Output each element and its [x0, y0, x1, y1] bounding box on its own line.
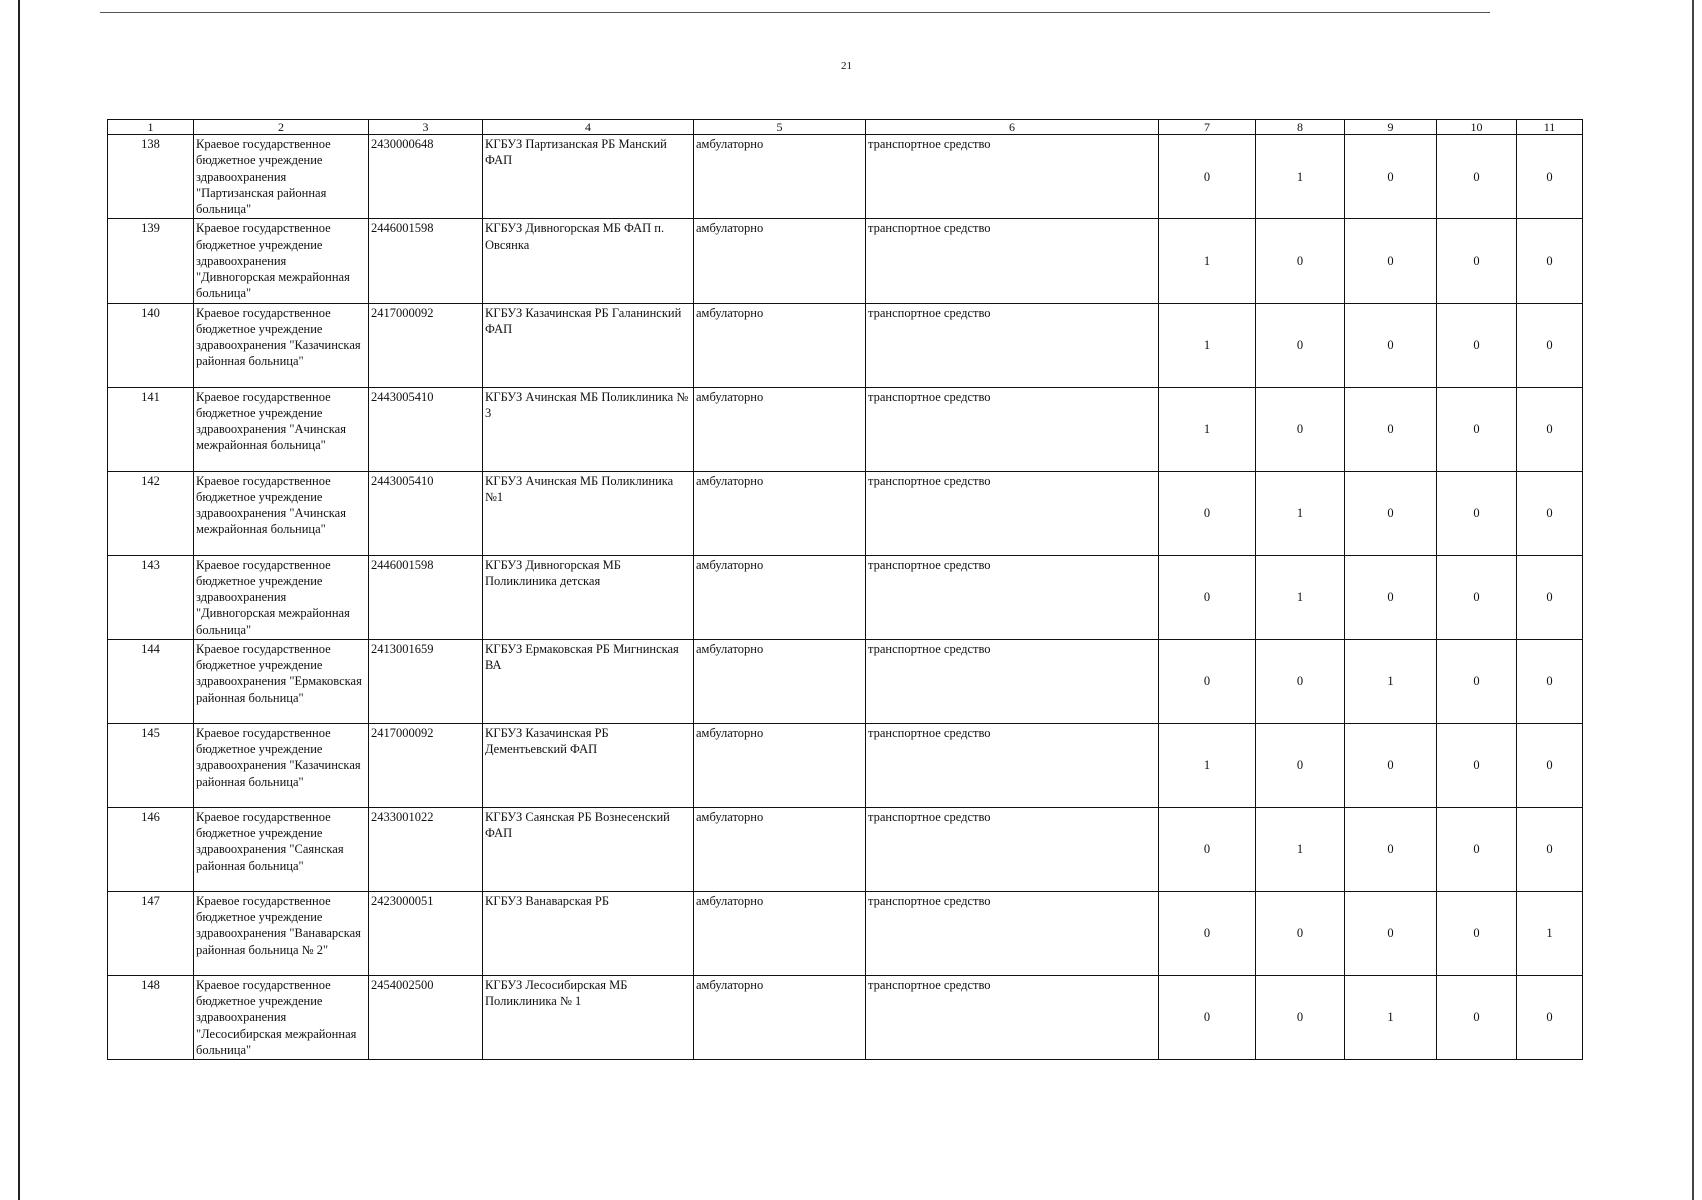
count-col-7: 0: [1159, 135, 1256, 219]
service-form: амбулаторно: [694, 471, 866, 555]
inn-code: 2417000092: [369, 303, 483, 387]
row-number: 142: [108, 471, 194, 555]
service-form: амбулаторно: [694, 303, 866, 387]
organization-name: Краевое государственное бюджетное учреждение здравоохранения "Саянская районная больница": [194, 807, 369, 891]
inn-code: 2417000092: [369, 723, 483, 807]
table-row: [108, 555, 1583, 639]
count-col-8: 0: [1256, 219, 1345, 303]
data-table: [107, 119, 1583, 1060]
count-col-9: 0: [1345, 303, 1437, 387]
unit-name: КГБУЗ Дивногорская МБ ФАП п. Овсянка: [483, 219, 694, 303]
page-number: 21: [841, 60, 852, 72]
count-col-10: 0: [1437, 891, 1517, 975]
organization-name: Краевое государственное бюджетное учреждение здравоохранения "Ванаварская районная больница № 2": [194, 891, 369, 975]
header-cell: 4: [483, 120, 694, 135]
resource-type: транспортное средство: [866, 723, 1159, 807]
organization-name: Краевое государственное бюджетное учреждение здравоохранения "Ермаковская районная больница": [194, 639, 369, 723]
count-col-11: 0: [1517, 639, 1583, 723]
count-col-9: 0: [1345, 135, 1437, 219]
table-row: [108, 975, 1583, 1059]
unit-name: КГБУЗ Казачинская РБ Дементьевский ФАП: [483, 723, 694, 807]
count-col-8: 1: [1256, 807, 1345, 891]
table-row: [108, 723, 1583, 807]
unit-name: КГБУЗ Ванаварская РБ: [483, 891, 694, 975]
header-cell: 10: [1437, 120, 1517, 135]
organization-name: Краевое государственное бюджетное учреждение здравоохранения "Дивногорская межрайонная больница": [194, 219, 369, 303]
count-col-7: 1: [1159, 723, 1256, 807]
service-form: амбулаторно: [694, 723, 866, 807]
unit-name: КГБУЗ Ачинская МБ Поликлиника № 3: [483, 387, 694, 471]
service-form: амбулаторно: [694, 555, 866, 639]
count-col-11: 0: [1517, 219, 1583, 303]
count-col-7: 0: [1159, 639, 1256, 723]
count-col-9: 0: [1345, 471, 1437, 555]
unit-name: КГБУЗ Лесосибирская МБ Поликлиника № 1: [483, 975, 694, 1059]
organization-name: Краевое государственное бюджетное учреждение здравоохранения "Лесосибирская межрайонная больница": [194, 975, 369, 1059]
count-col-7: 0: [1159, 891, 1256, 975]
count-col-9: 0: [1345, 807, 1437, 891]
inn-code: 2423000051: [369, 891, 483, 975]
count-col-8: 0: [1256, 975, 1345, 1059]
count-col-9: 1: [1345, 975, 1437, 1059]
unit-name: КГБУЗ Саянская РБ Вознесенский ФАП: [483, 807, 694, 891]
header-cell: 1: [108, 120, 194, 135]
count-col-9: 0: [1345, 555, 1437, 639]
unit-name: КГБУЗ Казачинская РБ Галанинский ФАП: [483, 303, 694, 387]
count-col-7: 0: [1159, 975, 1256, 1059]
organization-name: Краевое государственное бюджетное учреждение здравоохранения "Казачинская районная больница": [194, 303, 369, 387]
row-number: 138: [108, 135, 194, 219]
row-number: 143: [108, 555, 194, 639]
header-cell: 5: [694, 120, 866, 135]
row-number: 141: [108, 387, 194, 471]
count-col-9: 1: [1345, 639, 1437, 723]
count-col-11: 0: [1517, 471, 1583, 555]
resource-type: транспортное средство: [866, 975, 1159, 1059]
organization-name: Краевое государственное бюджетное учреждение здравоохранения "Ачинская межрайонная больница": [194, 387, 369, 471]
scan-line-top: [100, 12, 1490, 13]
inn-code: 2446001598: [369, 555, 483, 639]
header-cell: 7: [1159, 120, 1256, 135]
service-form: амбулаторно: [694, 807, 866, 891]
count-col-10: 0: [1437, 219, 1517, 303]
resource-type: транспортное средство: [866, 639, 1159, 723]
resource-type: транспортное средство: [866, 471, 1159, 555]
resource-type: транспортное средство: [866, 555, 1159, 639]
service-form: амбулаторно: [694, 639, 866, 723]
count-col-11: 0: [1517, 975, 1583, 1059]
organization-name: Краевое государственное бюджетное учреждение здравоохранения "Ачинская межрайонная больница": [194, 471, 369, 555]
unit-name: КГБУЗ Ермаковская РБ Мигнинская ВА: [483, 639, 694, 723]
organization-name: Краевое государственное бюджетное учреждение здравоохранения "Казачинская районная больница": [194, 723, 369, 807]
count-col-10: 0: [1437, 723, 1517, 807]
count-col-7: 0: [1159, 807, 1256, 891]
count-col-8: 0: [1256, 387, 1345, 471]
count-col-7: 1: [1159, 219, 1256, 303]
count-col-8: 1: [1256, 135, 1345, 219]
inn-code: 2433001022: [369, 807, 483, 891]
resource-type: транспортное средство: [866, 807, 1159, 891]
unit-name: КГБУЗ Дивногорская МБ Поликлиника детская: [483, 555, 694, 639]
scan-edge-left: [18, 0, 20, 1200]
row-number: 140: [108, 303, 194, 387]
table-row: [108, 891, 1583, 975]
count-col-8: 0: [1256, 891, 1345, 975]
resource-type: транспортное средство: [866, 891, 1159, 975]
row-number: 145: [108, 723, 194, 807]
resource-type: транспортное средство: [866, 387, 1159, 471]
header-cell: 3: [369, 120, 483, 135]
count-col-11: 0: [1517, 723, 1583, 807]
count-col-7: 1: [1159, 387, 1256, 471]
organization-name: Краевое государственное бюджетное учреждение здравоохранения "Дивногорская межрайонная больница": [194, 555, 369, 639]
count-col-10: 0: [1437, 471, 1517, 555]
count-col-11: 0: [1517, 555, 1583, 639]
inn-code: 2430000648: [369, 135, 483, 219]
service-form: амбулаторно: [694, 219, 866, 303]
count-col-11: 0: [1517, 387, 1583, 471]
resource-type: транспортное средство: [866, 135, 1159, 219]
row-number: 146: [108, 807, 194, 891]
inn-code: 2454002500: [369, 975, 483, 1059]
count-col-7: 1: [1159, 303, 1256, 387]
count-col-8: 1: [1256, 555, 1345, 639]
resource-type: транспортное средство: [866, 219, 1159, 303]
header-cell: 2: [194, 120, 369, 135]
row-number: 148: [108, 975, 194, 1059]
row-number: 147: [108, 891, 194, 975]
count-col-10: 0: [1437, 555, 1517, 639]
count-col-7: 0: [1159, 471, 1256, 555]
count-col-8: 1: [1256, 471, 1345, 555]
service-form: амбулаторно: [694, 891, 866, 975]
table-row: [108, 387, 1583, 471]
count-col-10: 0: [1437, 975, 1517, 1059]
count-col-10: 0: [1437, 639, 1517, 723]
scan-edge-right: [1692, 0, 1694, 1200]
header-cell: 6: [866, 120, 1159, 135]
inn-code: 2443005410: [369, 387, 483, 471]
table-body: [108, 135, 1583, 1060]
service-form: амбулаторно: [694, 387, 866, 471]
count-col-11: 1: [1517, 891, 1583, 975]
count-col-9: 0: [1345, 723, 1437, 807]
count-col-11: 0: [1517, 807, 1583, 891]
count-col-8: 0: [1256, 639, 1345, 723]
count-col-7: 0: [1159, 555, 1256, 639]
count-col-8: 0: [1256, 723, 1345, 807]
count-col-11: 0: [1517, 303, 1583, 387]
row-number: 139: [108, 219, 194, 303]
row-number: 144: [108, 639, 194, 723]
count-col-9: 0: [1345, 219, 1437, 303]
service-form: амбулаторно: [694, 975, 866, 1059]
header-row: [108, 120, 1583, 135]
table-row: [108, 639, 1583, 723]
organization-name: Краевое государственное бюджетное учреждение здравоохранения "Партизанская районная больница": [194, 135, 369, 219]
count-col-9: 0: [1345, 891, 1437, 975]
count-col-9: 0: [1345, 387, 1437, 471]
inn-code: 2443005410: [369, 471, 483, 555]
inn-code: 2413001659: [369, 639, 483, 723]
table-row: [108, 303, 1583, 387]
count-col-10: 0: [1437, 135, 1517, 219]
table-row: [108, 807, 1583, 891]
count-col-10: 0: [1437, 807, 1517, 891]
table-row: [108, 471, 1583, 555]
count-col-10: 0: [1437, 387, 1517, 471]
table-row: [108, 135, 1583, 219]
resource-type: транспортное средство: [866, 303, 1159, 387]
table-row: [108, 219, 1583, 303]
header-cell: 8: [1256, 120, 1345, 135]
unit-name: КГБУЗ Партизанская РБ Манский ФАП: [483, 135, 694, 219]
header-cell: 9: [1345, 120, 1437, 135]
unit-name: КГБУЗ Ачинская МБ Поликлиника №1: [483, 471, 694, 555]
count-col-10: 0: [1437, 303, 1517, 387]
inn-code: 2446001598: [369, 219, 483, 303]
header-cell: 11: [1517, 120, 1583, 135]
count-col-11: 0: [1517, 135, 1583, 219]
service-form: амбулаторно: [694, 135, 866, 219]
count-col-8: 0: [1256, 303, 1345, 387]
